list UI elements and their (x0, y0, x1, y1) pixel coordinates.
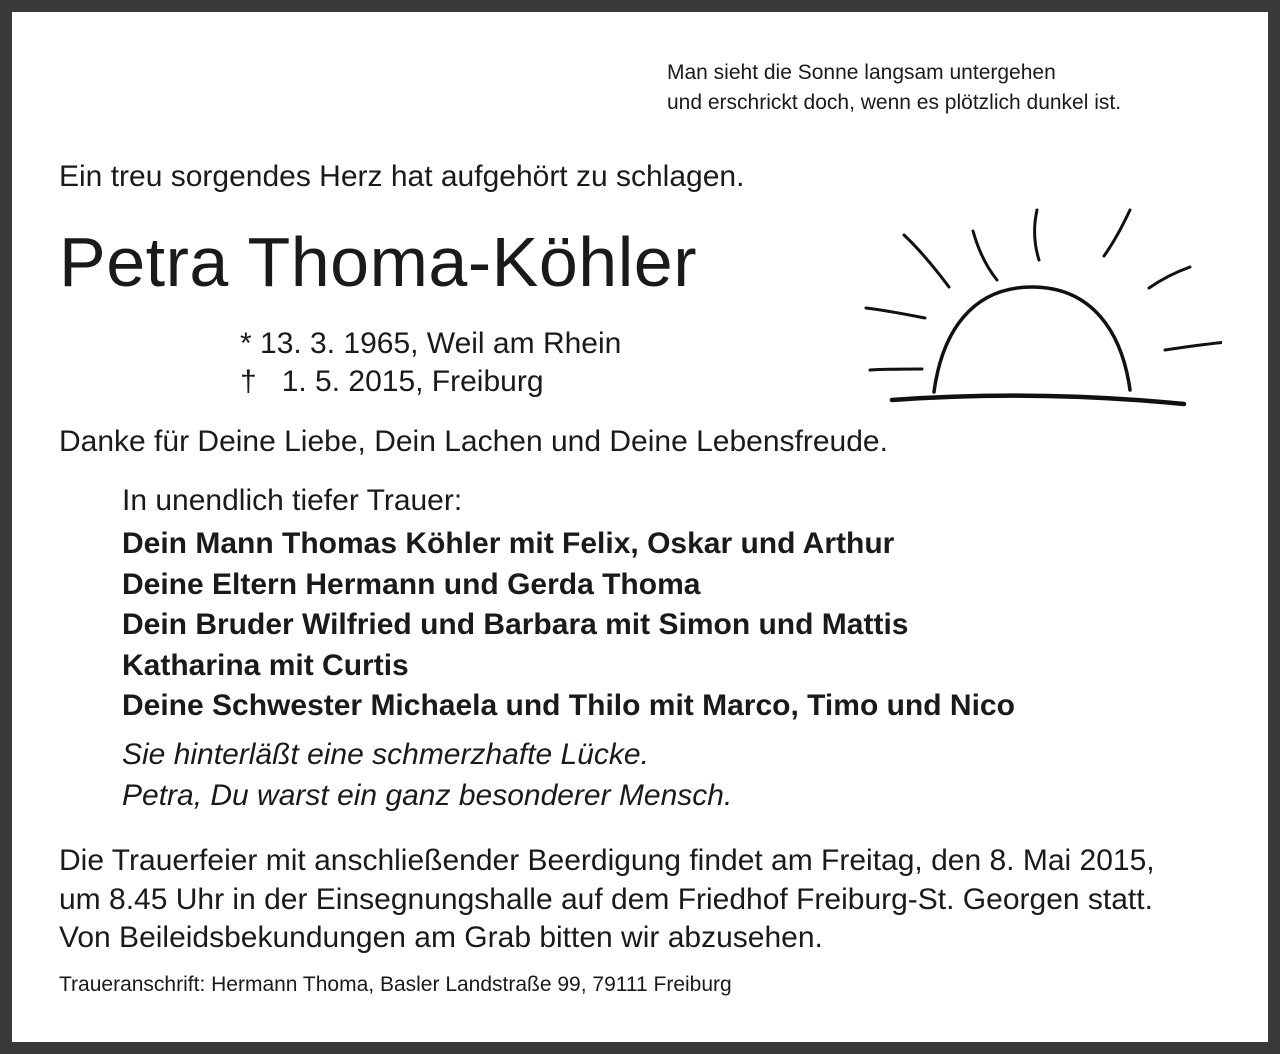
setting-sun-icon (852, 192, 1222, 407)
family-list (122, 524, 1015, 727)
closing-line: Petra, Du warst ein ganz besonderer Mensch. (122, 779, 733, 812)
intro-text: Ein treu sorgendes Herz hat aufgehört zu schlagen. (59, 160, 745, 193)
motto-quote (667, 58, 1121, 118)
birth-date: * 13. 3. 1965, Weil am Rhein (240, 327, 622, 360)
family-line: Katharina mit Curtis (122, 648, 409, 682)
closing-line: Sie hinterläßt eine schmerzhafte Lücke. (122, 738, 649, 771)
obituary-notice (12, 12, 1268, 1042)
mourning-intro: In unendlich tiefer Trauer: (122, 484, 463, 517)
motto-line-2: und erschrickt doch, wenn es plötzlich dunkel ist. (667, 91, 1122, 114)
funeral-service-info (59, 842, 1155, 958)
family-line: Dein Mann Thomas Köhler mit Felix, Oskar und Arthur (122, 527, 895, 560)
service-line: um 8.45 Uhr in der Einsegnungshalle auf dem Friedhof Freiburg-St. Georgen statt. (59, 882, 1153, 916)
service-line: Die Trauerfeier mit anschließender Beerdigung findet am Freitag, den 8. Mai 2015, (59, 844, 1155, 877)
family-line: Deine Schwester Michaela und Thilo mit Marco, Timo und Nico (122, 689, 1015, 722)
thanks-text: Danke für Deine Liebe, Dein Lachen und Deine Lebensfreude. (59, 425, 888, 458)
family-line: Dein Bruder Wilfried und Barbara mit Simon und Mattis (122, 608, 909, 641)
family-line: Deine Eltern Hermann und Gerda Thoma (122, 567, 701, 601)
mourning-address: Traueranschrift: Hermann Thoma, Basler Landstraße 99, 79111 Freiburg (59, 973, 732, 996)
closing-words (122, 734, 732, 816)
motto-line-1: Man sieht die Sonne langsam untergehen (667, 61, 1056, 84)
deceased-name: Petra Thoma-Köhler (59, 223, 698, 301)
life-dates (240, 325, 621, 401)
service-line: Von Beileidsbekundungen am Grab bitten wir abzusehen. (59, 921, 823, 954)
death-date: † 1. 5. 2015, Freiburg (240, 365, 544, 398)
